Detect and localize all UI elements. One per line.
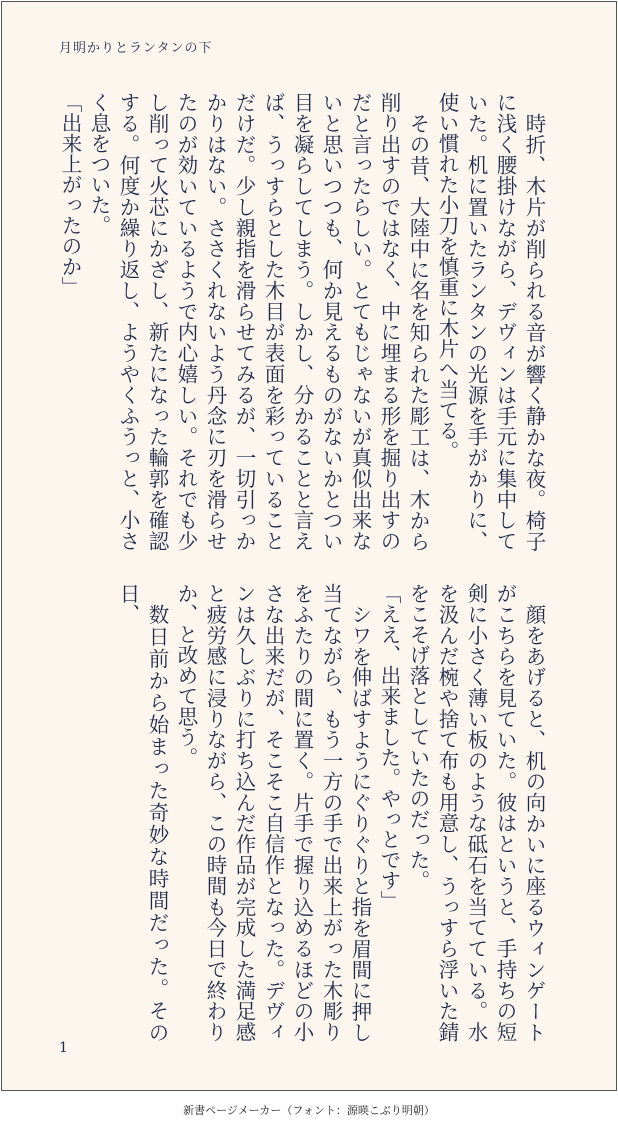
paragraph-5: 数日前から始まった奇妙な時間だった。その日、 <box>116 583 169 1042</box>
running-header-title: 月明かりとランタンの下 <box>59 41 213 56</box>
page-number: 1 <box>59 1040 68 1056</box>
dialogue-2: 「ええ、出来ました。やっとです」 <box>377 583 401 911</box>
page <box>1 1 617 1091</box>
paragraph-1: 時折、木片が削られる音が響く静かな夜。椅子に浅く腰掛けながら、デヴィンは手元に集中していた。机に置いたランタンの光源を手がかりに、使い慣れた小刀を慎重に木片へ当てる。 <box>435 92 546 551</box>
paragraph-4: シワを伸ばすようにぐりぐりと指を眉間に押し当てながら、もう一方の手で出来上がった木彫りをふたりの間に置く。片手で握り込めるほどの小さな出来だが、そこそこ自信作となった。デヴィンは久しぶりに打ち込んだ作品が完成した満足感と疲労感に浸りながら、この時間も今日で終わりか、と改めて思う。 <box>174 583 372 1042</box>
paragraph-2: その昔、大陸中に名を知られた彫工は、木から削り出すのではなく、中に埋まる形を掘り出すのだと言ったらしい。とてもじゃないが真似出来ないと思いつつも、何か見えるものがないかとつい目を凝らしてしまう。しかし、分かることと言えば、うっすらとした木目が表面を彩っていることだけだ。少し親指を滑らせてみるが、一切引っかかりはない。ささくれないよう丹念に刃を滑らせたのが効いているようで内心嬉しい。それでも少し削って火芯にかざし、新たになった輪郭を確認する。何度か繰り返し、ようやくふうっと、小さく息をついた。 <box>87 92 430 551</box>
vertical-body-text <box>54 92 548 1042</box>
footer-caption: 新書ページメーカー（フォント：源暎こぶり明朝） <box>183 1104 435 1117</box>
dialogue-1: 「出来上がったのか」 <box>58 92 82 297</box>
paragraph-3: 顔をあげると、机の向かいに座るウィンゲートがこちらを見ていた。彼はというと、手持ちの短剣に小さく薄い板のような砥石を当てている。水を汲んだ椀や捨て布も用意し、うっすら浮いた錆をこそげ落としていたのだった。 <box>406 583 546 1042</box>
